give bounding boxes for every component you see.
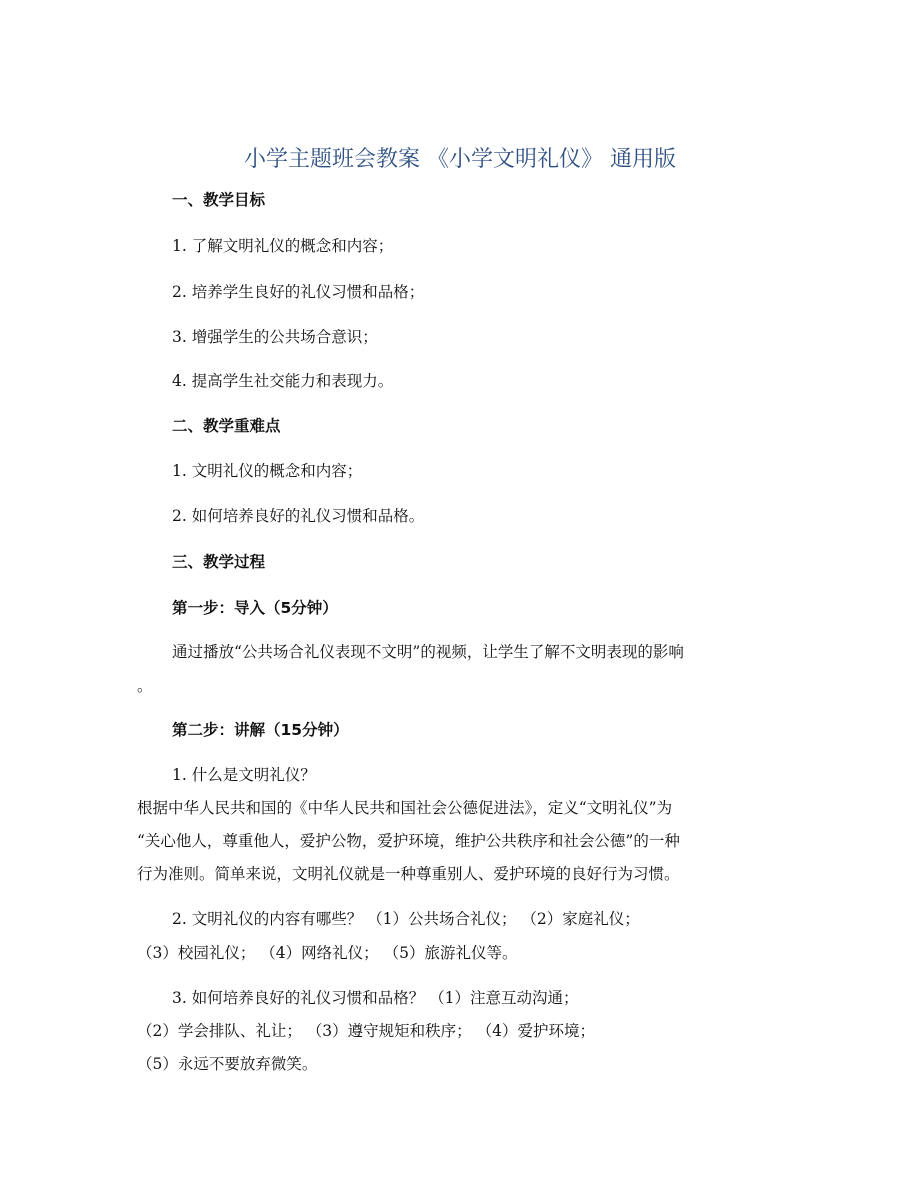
step2-heading: 第二步：讲解（15分钟） bbox=[172, 721, 349, 739]
section-heading-key-points: 二、教学重难点 bbox=[172, 417, 281, 435]
key-point-item: 1. 文明礼仪的概念和内容； bbox=[172, 462, 363, 480]
section-heading-process: 三、教学过程 bbox=[172, 553, 266, 571]
question-1: 1. 什么是文明礼仪？ bbox=[172, 766, 316, 784]
step1-heading: 第一步：导入（5分钟） bbox=[172, 599, 338, 617]
step1-text-continued: 。 bbox=[137, 677, 153, 695]
answer-1-line-1: 根据中华人民共和国的《中华人民共和国社会公德促进法》，定义“文明礼仪”为 bbox=[137, 799, 673, 817]
objective-item: 4. 提高学生社交能力和表现力。 bbox=[172, 372, 394, 390]
question-2: 2. 文明礼仪的内容有哪些？ （1）公共场合礼仪； （2）家庭礼仪； bbox=[172, 910, 640, 928]
step1-text: 通过播放“公共场合礼仪表现不文明”的视频，让学生了解不文明表现的影响 bbox=[172, 643, 684, 661]
answer-3-line-1: （2）学会排队、礼让； （3）遵守规矩和秩序； （4）爱护环境； bbox=[137, 1022, 595, 1040]
question-3: 3. 如何培养良好的礼仪习惯和品格？ （1）注意互动沟通； bbox=[172, 989, 579, 1007]
answer-1-line-2: “关心他人，尊重他人，爱护公物，爱护环境，维护公共秩序和社会公德”的一种 bbox=[137, 832, 680, 850]
key-point-item: 2. 如何培养良好的礼仪习惯和品格。 bbox=[172, 507, 425, 525]
section-heading-objectives: 一、教学目标 bbox=[172, 191, 266, 209]
answer-2: （3）校园礼仪； （4）网络礼仪； （5）旅游礼仪等。 bbox=[137, 944, 518, 962]
document-title: 小学主题班会教案 《小学文明礼仪》 通用版 bbox=[244, 147, 676, 172]
objective-item: 2. 培养学生良好的礼仪习惯和品格； bbox=[172, 283, 425, 301]
answer-3-line-2: （5）永远不要放弃微笑。 bbox=[137, 1055, 318, 1073]
answer-1-line-3: 行为准则。简单来说，文明礼仪就是一种尊重别人、爱护环境的良好行为习惯。 bbox=[137, 865, 680, 883]
objective-item: 1. 了解文明礼仪的概念和内容； bbox=[172, 237, 394, 255]
objective-item: 3. 增强学生的公共场合意识； bbox=[172, 328, 378, 346]
